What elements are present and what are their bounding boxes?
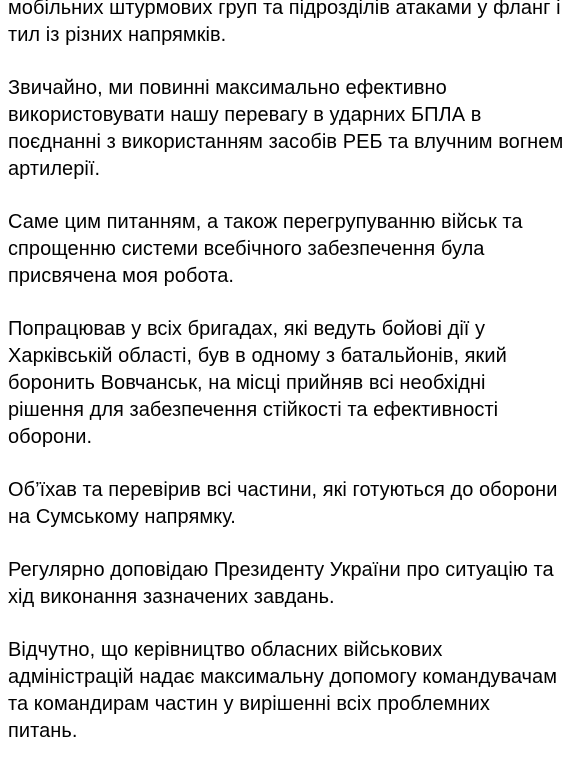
paragraph-2	[8, 75, 570, 183]
text-line: Харківській області, був в одному з батальйонів, який	[8, 345, 507, 367]
text-line: оборони.	[8, 426, 93, 448]
text-line: та командирам частин у вирішенні всіх проблемних	[8, 693, 490, 715]
paragraph-1	[8, 0, 570, 49]
text-line: рішення для забезпечення стійкості та ефективності	[8, 399, 499, 421]
paragraph-5	[8, 477, 570, 531]
text-line: Саме цим питанням, а також перегрупуванню військ та	[8, 211, 523, 233]
text-line: використовувати нашу перевагу в ударних БПЛА в	[8, 104, 482, 126]
text-line: Регулярно доповідаю Президенту України про ситуацію та	[8, 559, 554, 581]
text-line: на Сумському напрямку.	[8, 506, 236, 528]
text-line: Відчутно, що керівництво обласних військових	[8, 639, 443, 661]
text-line: спрощенню системи всебічного забезпечення була	[8, 238, 485, 260]
text-line: тил із різних напрямків.	[8, 24, 227, 46]
paragraph-6	[8, 557, 570, 611]
text-line: Звичайно, ми повинні максимально ефективно	[8, 77, 447, 99]
text-line: присвячена моя робота.	[8, 265, 234, 287]
paragraph-3	[8, 209, 570, 290]
text-line: адміністрацій надає максимальну допомогу командувачам	[8, 666, 557, 688]
paragraph-7	[8, 637, 570, 745]
text-line: боронить Вовчанськ, на місці прийняв всі необхідні	[8, 372, 486, 394]
text-line: Попрацював у всіх бригадах, які ведуть бойові дії у	[8, 318, 486, 340]
text-line: Об’їхав та перевірив всі частини, які готуються до оборони	[8, 479, 558, 501]
paragraph-4	[8, 316, 570, 451]
text-line: хід виконання зазначених завдань.	[8, 586, 335, 608]
text-line: мобільних штурмових груп та підрозділів атаками у фланг і	[8, 0, 561, 19]
text-line: артилерії.	[8, 158, 101, 180]
text-line: поєднанні з використанням засобів РЕБ та влучним вогнем	[8, 131, 564, 153]
text-line: питань.	[8, 720, 78, 742]
post-text	[8, 0, 570, 771]
